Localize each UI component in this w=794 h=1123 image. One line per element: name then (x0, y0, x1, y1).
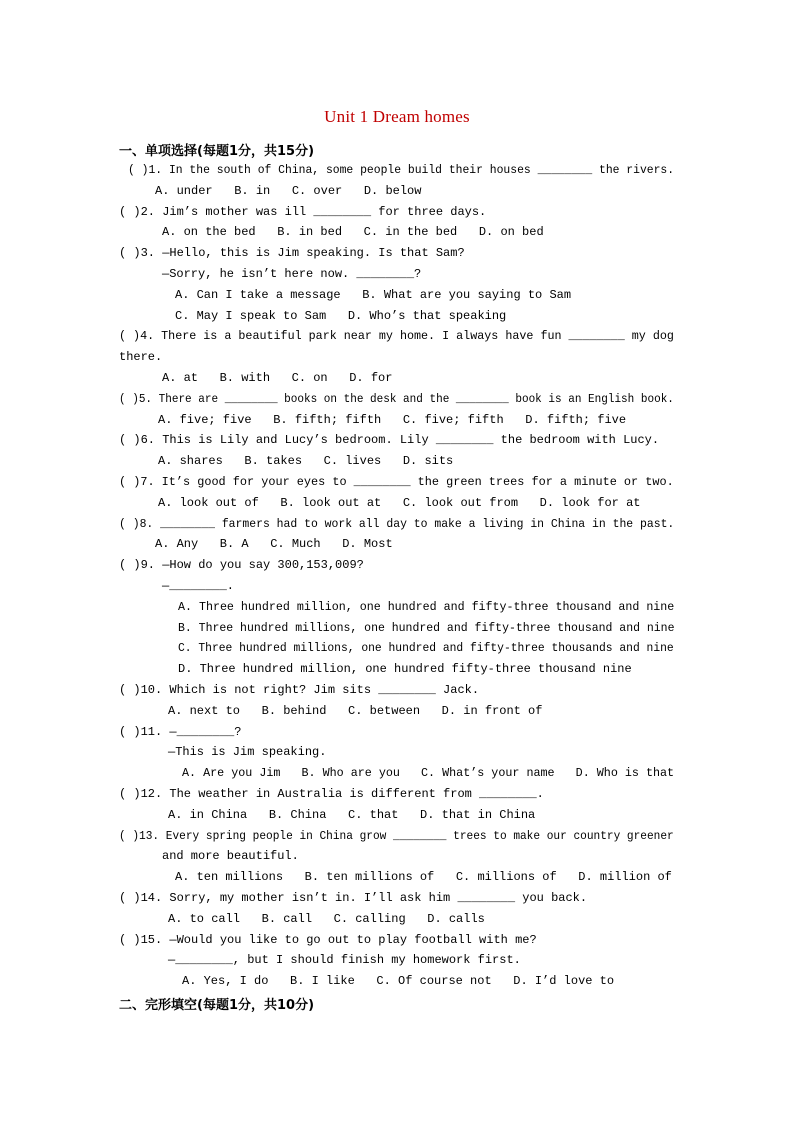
question-line: C. Three hundred millions, one hundred and fifty-three thousands and nine (178, 641, 674, 655)
question-line: ( )7. It’s good for your eyes to ________ the green trees for a minute or two. (119, 475, 674, 489)
question-line: D. Three hundred million, one hundred fifty-three thousand nine (178, 662, 632, 676)
question-line: A. five; five B. fifth; fifth C. five; fifth D. fifth; five (158, 413, 627, 427)
question-line: A. to call B. call C. calling D. calls (168, 912, 485, 926)
question-line: ( )1. In the south of China, some people build their houses ________ the rivers. (128, 163, 675, 177)
section-heading-single-choice: 一、单项选择(每题1分，共15分) (119, 144, 315, 159)
question-line: there. (119, 350, 163, 364)
question-line: C. May I speak to Sam D. Who’s that speaking (175, 309, 507, 323)
question-line: ( )11. —________? (119, 725, 242, 739)
question-line: A. Any B. A C. Much D. Most (155, 537, 393, 551)
section-heading-cloze: 二、完形填空(每题1分，共10分) (119, 998, 315, 1013)
question-line: A. under B. in C. over D. below (155, 184, 422, 198)
question-line: ( )6. This is Lily and Lucy’s bedroom. Lily ________ the bedroom with Lucy. (119, 433, 660, 447)
question-line: A. Are you Jim B. Who are you C. What’s your name D. Who is that (182, 766, 675, 780)
question-line: and more beautiful. (162, 849, 299, 863)
question-line: —________, but I should finish my homework first. (168, 953, 521, 967)
question-line: A. next to B. behind C. between D. in front of (168, 704, 543, 718)
question-line: ( )10. Which is not right? Jim sits ________ Jack. (119, 683, 480, 697)
question-line: ( )9. —How do you say 300,153,009? (119, 558, 364, 572)
question-line: A. shares B. takes C. lives D. sits (158, 454, 454, 468)
question-line: —________. (162, 579, 235, 593)
question-line: —Sorry, he isn’t here now. ________? (162, 267, 422, 281)
question-line: A. at B. with C. on D. for (162, 371, 393, 385)
question-line: ( )4. There is a beautiful park near my home. I always have fun ________ my dog (119, 329, 674, 343)
question-line: ( )5. There are ________ books on the desk and the ________ book is an English book. (119, 392, 674, 406)
question-line: —This is Jim speaking. (168, 745, 327, 759)
question-line: ( )13. Every spring people in China grow ________ trees to make our country greener (119, 829, 674, 843)
question-line: ( )12. The weather in Australia is different from ________. (119, 787, 544, 801)
question-line: A. Can I take a message B. What are you saying to Sam (175, 288, 572, 302)
question-line: A. on the bed B. in bed C. in the bed D. on bed (162, 225, 544, 239)
question-line: ( )14. Sorry, my mother isn’t in. I’ll ask him ________ you back. (119, 891, 588, 905)
question-line: A. look out of B. look out at C. look out from D. look for at (158, 496, 641, 510)
question-line: A. Three hundred million, one hundred and fifty-three thousand and nine (178, 600, 675, 614)
question-line: ( )8. ________ farmers had to work all day to make a living in China in the past. (119, 517, 675, 531)
question-line: ( )2. Jim’s mother was ill ________ for three days. (119, 205, 487, 219)
question-line: ( )15. —Would you like to go out to play football with me? (119, 933, 537, 947)
question-line: A. in China B. China C. that D. that in China (168, 808, 536, 822)
question-line: B. Three hundred millions, one hundred and fifty-three thousand and nine (178, 621, 675, 635)
question-line: A. Yes, I do B. I like C. Of course not D. I’d love to (182, 974, 615, 988)
question-line: A. ten millions B. ten millions of C. millions of D. million of (175, 870, 672, 884)
question-line: ( )3. —Hello, this is Jim speaking. Is that Sam? (119, 246, 465, 260)
page-title: Unit 1 Dream homes (324, 107, 470, 126)
